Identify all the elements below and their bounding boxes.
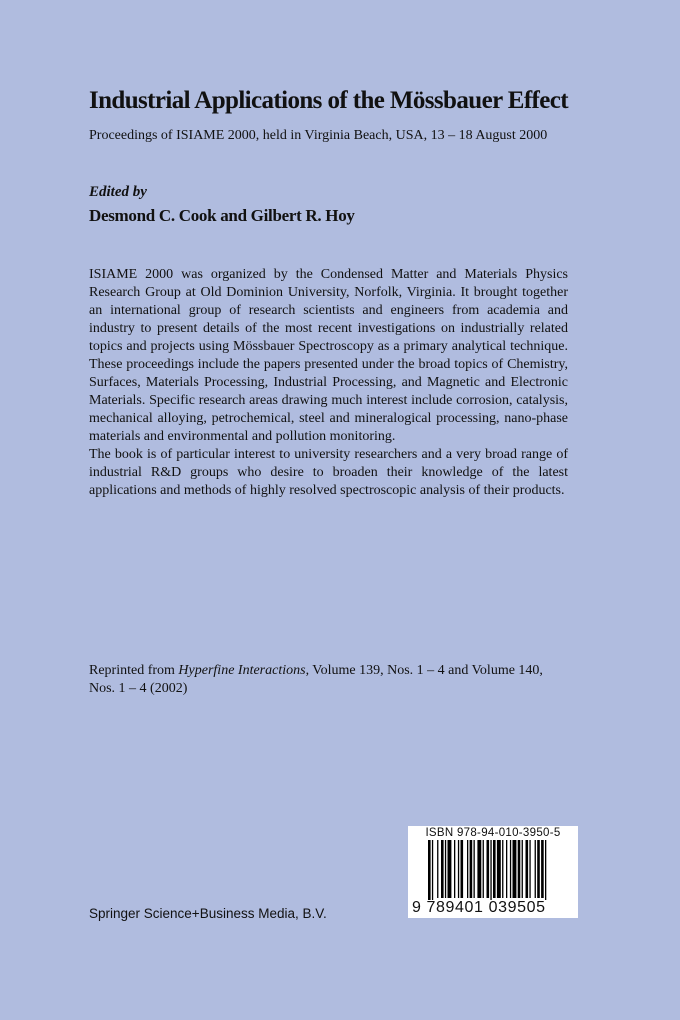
barcode-bar	[441, 840, 444, 898]
barcode-bar	[541, 840, 544, 898]
barcode-bar	[545, 840, 546, 900]
barcode-bar	[474, 840, 475, 898]
isbn-number: ISBN 978-94-010-3950-5	[425, 827, 561, 839]
abstract-paragraph-1: ISIAME 2000 was organized by the Condensed Matter and Materials Physics Research Group at Old Dominion University, Norfolk, Virginia. It brought together an international group of research scientists and engineers from academia and industry to present details of the most recent investigations on industrially related topics and projects using Mössbauer Spectroscopy as a primary analytical technique. These proceedings include the papers presented under the broad topics of Chemistry, Surfaces, Materials Processing, Industrial Processing, and Magnetic and Electronic Materials. Specific research areas drawing much interest include corrosion, catalysis, mechanical alloying, petrochemical, steel and mineralogical processing, nano-phase materials and environmental and pollution monitoring.	[89, 267, 568, 444]
book-subtitle: Proceedings of ISIAME 2000, held in Virginia Beach, USA, 13 – 18 August 2000	[89, 128, 548, 143]
barcode-bar	[518, 840, 521, 898]
barcode-bar	[490, 840, 491, 900]
reprint-note	[89, 662, 559, 698]
barcode-bar	[458, 840, 459, 898]
barcode-bar	[445, 840, 446, 898]
barcode-bar	[428, 840, 431, 900]
reprint-prefix: Reprinted from	[89, 663, 179, 678]
publisher-name: Springer Science+Business Media, B.V.	[89, 906, 327, 921]
barcode-bar	[477, 840, 481, 898]
barcode-bar	[467, 840, 468, 898]
barcode-bar	[526, 840, 529, 898]
book-title: Industrial Applications of the Mössbauer Effect	[89, 87, 569, 114]
editors-names: Desmond C. Cook and Gilbert R. Hoy	[89, 206, 355, 225]
barcode-bar	[497, 840, 501, 898]
reprint-journal: Hyperfine Interactions	[178, 663, 306, 678]
barcode-bar	[506, 840, 507, 898]
abstract-paragraph-2: The book is of particular interest to university researchers and a very broad range of industrial R&D groups who desire to broaden their knowledge of the latest applications and methods of highly resolved spectroscopic analysis of their products.	[89, 447, 568, 498]
barcode-bar	[513, 840, 517, 898]
barcode-bar	[529, 840, 530, 898]
barcode-digits: 9 789401 039505	[412, 899, 546, 916]
reprint-suffix: , Volume 139, Nos. 1 – 4 and Volume 140, Nos. 1 – 4 (2002)	[89, 663, 543, 696]
barcode-bar	[510, 840, 511, 898]
barcode-bar	[432, 840, 433, 900]
barcode-bar	[448, 840, 452, 898]
barcode-bars-icon	[408, 840, 578, 900]
barcode-bar	[461, 840, 464, 898]
barcode-bar	[502, 840, 503, 898]
barcode-bar	[470, 840, 473, 898]
abstract-block	[89, 266, 568, 500]
barcode-bar	[483, 840, 484, 898]
barcode-bar	[493, 840, 496, 898]
barcode-bar	[537, 840, 540, 898]
barcode-bar	[535, 840, 536, 898]
barcode-bar	[454, 840, 455, 898]
barcode-bar	[487, 840, 490, 898]
edited-by-label: Edited by	[89, 184, 147, 200]
barcode-bar	[437, 840, 438, 898]
barcode-bar	[522, 840, 523, 898]
isbn-barcode	[408, 826, 578, 918]
